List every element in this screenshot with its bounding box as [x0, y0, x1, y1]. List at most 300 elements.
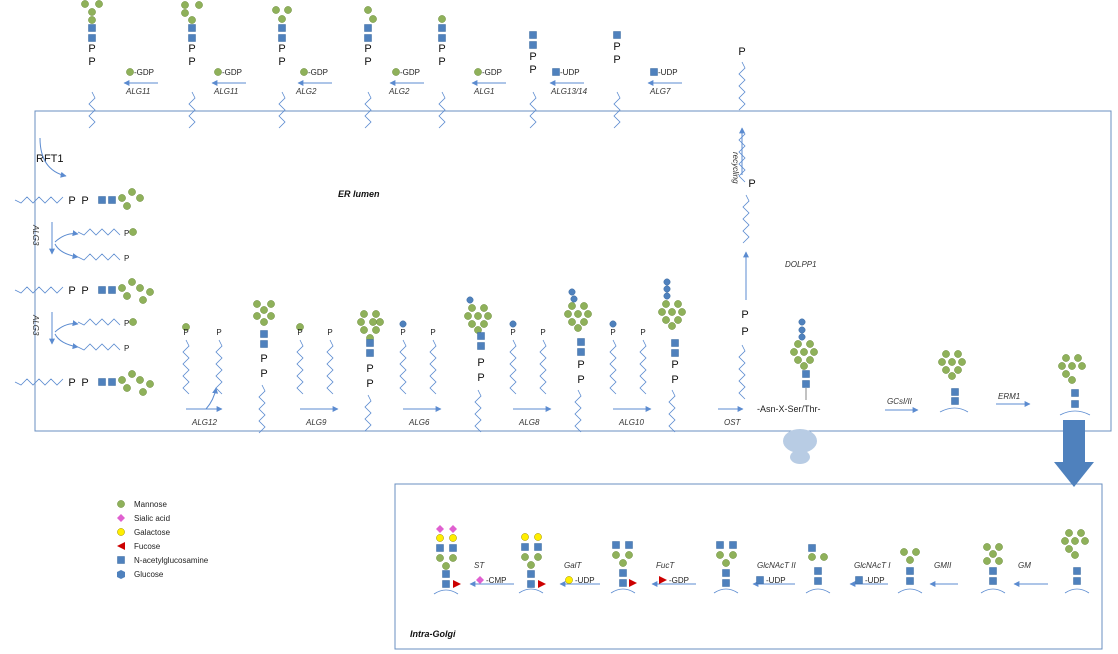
dolichol-chain	[297, 340, 303, 394]
glcnac-icon	[89, 25, 96, 32]
glcnac-icon	[803, 371, 810, 378]
galactose-icon	[449, 534, 456, 541]
mannose-icon	[253, 300, 260, 307]
glcnac-icon	[535, 544, 542, 551]
phosphate-label: P	[88, 43, 96, 55]
mannose-icon	[136, 194, 143, 201]
enzyme-label: ALG2	[296, 87, 317, 96]
mannose-icon	[794, 356, 801, 363]
glcnac-icon	[626, 542, 633, 549]
glcnac-icon	[620, 580, 627, 587]
protein-backbone	[519, 589, 543, 593]
glcnac-icon	[672, 350, 679, 357]
dolichol-chain	[669, 390, 675, 432]
mannose-icon	[668, 308, 675, 315]
mannose-icon	[139, 296, 146, 303]
glcnac-icon	[530, 32, 537, 39]
mannose-icon	[1071, 537, 1078, 544]
mannose-icon	[1058, 362, 1065, 369]
phosphate-label: P	[188, 56, 196, 68]
enzyme-label: ALG10	[619, 418, 644, 427]
dolpp1-label: DOLPP1	[785, 260, 817, 269]
glucose-icon	[571, 296, 577, 302]
glucose-icon	[467, 297, 473, 303]
sialic-acid-icon	[117, 514, 125, 522]
enzyme-label: ST	[474, 561, 485, 570]
reaction-arrow	[55, 234, 78, 242]
glcnac-icon	[856, 577, 863, 584]
glucose-icon	[664, 286, 670, 292]
fucose-icon	[659, 576, 667, 584]
sialic-acid-icon	[436, 525, 444, 533]
fucose-icon	[453, 580, 461, 588]
mannose-icon	[995, 557, 1002, 564]
rft1-label: RFT1	[36, 153, 64, 165]
reaction-arrow	[55, 244, 78, 257]
mannose-icon	[580, 302, 587, 309]
dolichol-chain-top	[530, 92, 536, 128]
donor-label: -GDP	[222, 68, 242, 77]
dolichol-chain-left	[78, 254, 120, 260]
glcnac-icon	[279, 35, 286, 42]
glcnac-icon	[1072, 390, 1079, 397]
protein-backbone	[898, 589, 922, 593]
mannose-icon	[272, 6, 279, 13]
dolichol-chain	[575, 390, 581, 432]
mannose-icon	[625, 551, 632, 558]
glcnac-icon	[815, 568, 822, 575]
mannose-icon	[360, 310, 367, 317]
dolichol-chain	[259, 385, 265, 433]
mannose-icon	[392, 68, 399, 75]
glcnac-icon	[723, 570, 730, 577]
protein-backbone	[1065, 589, 1089, 593]
fucose-icon	[117, 542, 125, 550]
phosphate-label: P	[124, 344, 130, 353]
mannose-icon	[118, 284, 125, 291]
glcnac-icon	[99, 379, 106, 386]
dolichol-chain	[540, 340, 546, 394]
dolichol-chain-top	[614, 92, 620, 128]
protein-backbone	[1060, 411, 1090, 415]
phosphate-label: P	[529, 51, 537, 63]
mannose-icon	[674, 316, 681, 323]
dolichol-chain-top	[365, 92, 371, 128]
er-to-golgi-arrow	[1054, 420, 1094, 487]
phosphate-label: P	[216, 328, 222, 337]
dolichol-chain	[739, 345, 745, 399]
mannose-icon	[1062, 370, 1069, 377]
phosphate-label: P	[510, 328, 516, 337]
mannose-icon	[619, 559, 626, 566]
phosphate-label: P	[610, 328, 616, 337]
dolichol-chain-top	[439, 92, 445, 128]
glcnac-icon	[261, 341, 268, 348]
galactose-icon	[521, 533, 528, 540]
protein-backbone	[714, 589, 738, 593]
mannose-icon	[474, 312, 481, 319]
enzyme-label: ALG13/14	[551, 87, 588, 96]
mannose-icon	[820, 553, 827, 560]
phosphate-label: P	[81, 285, 89, 297]
dolichol-chain-left	[15, 379, 63, 385]
enzyme-label: ALG2	[389, 87, 410, 96]
mannose-icon	[480, 320, 487, 327]
mannose-icon	[1078, 362, 1085, 369]
mannose-icon	[948, 372, 955, 379]
mannose-icon	[464, 312, 471, 319]
glcnac-icon	[109, 197, 116, 204]
mannose-icon	[1065, 529, 1072, 536]
enzyme-label: GlcNAcT II	[757, 561, 796, 570]
glcnac-icon	[757, 577, 764, 584]
glcnac-icon	[907, 568, 914, 575]
mannose-icon	[668, 322, 675, 329]
enzyme-label: ALG8	[519, 418, 540, 427]
phosphate-label: P	[577, 359, 585, 371]
phosphate-label: P	[529, 64, 537, 76]
phosphate-label: P	[364, 56, 372, 68]
sialic-acid-icon	[449, 525, 457, 533]
mannose-icon	[214, 68, 221, 75]
mannose-icon	[521, 553, 528, 560]
glcnac-icon	[803, 381, 810, 388]
glcnac-icon	[89, 35, 96, 42]
phosphate-label: P	[366, 363, 374, 375]
glcnac-icon	[109, 287, 116, 294]
fucose-icon	[538, 580, 546, 588]
phosphate-label: P	[613, 54, 621, 66]
glcnac-icon	[1074, 568, 1081, 575]
phosphate-label: P	[188, 43, 196, 55]
protein-backbone	[611, 589, 635, 593]
mannose-icon	[912, 548, 919, 555]
mannose-icon	[284, 6, 291, 13]
golgi-box	[395, 484, 1102, 649]
glucose-icon	[117, 570, 125, 579]
phosphate-label: P	[68, 195, 76, 207]
mannose-icon	[678, 308, 685, 315]
mannose-icon	[360, 326, 367, 333]
donor-label: -GDP	[134, 68, 154, 77]
mannose-icon	[1068, 362, 1075, 369]
mannose-icon	[436, 554, 443, 561]
mannose-icon	[81, 0, 88, 7]
alg3-label-2: ALG3	[31, 315, 40, 336]
donor-label: -GDP	[669, 576, 689, 585]
glucose-icon	[400, 321, 406, 327]
phosphate-label: P	[540, 328, 546, 337]
mannose-icon	[128, 370, 135, 377]
glcnac-icon	[443, 571, 450, 578]
mannose-icon	[260, 306, 267, 313]
mannose-icon	[188, 16, 195, 23]
mannose-icon	[729, 551, 736, 558]
dolichol-chain-left	[78, 344, 120, 350]
mannose-icon	[1061, 537, 1068, 544]
mannose-icon	[806, 340, 813, 347]
phosphate-label: P	[438, 43, 446, 55]
mannose-icon	[136, 376, 143, 383]
phosphate-label: P	[278, 43, 286, 55]
donor-label: -UDP	[766, 576, 786, 585]
mannose-icon	[794, 340, 801, 347]
phosphate-label: P	[124, 229, 130, 238]
glcnac-icon	[578, 339, 585, 346]
legend-glucose: Glucose	[134, 570, 164, 579]
dolichol-chain-left	[78, 319, 120, 325]
dolichol-chain-top	[739, 62, 745, 110]
glcnac-icon	[261, 331, 268, 338]
dolichol-chain	[610, 340, 616, 394]
phosphate-label: P	[613, 41, 621, 53]
mannose-icon	[449, 554, 456, 561]
enzyme-label: GlcNAcT I	[854, 561, 891, 570]
donor-label: -UDP	[658, 68, 678, 77]
dolichol-chain-top	[189, 92, 195, 128]
glcnac-icon	[450, 545, 457, 552]
sialic-acid-icon	[476, 576, 484, 584]
protein-backbone	[981, 589, 1005, 593]
mannose-icon	[369, 318, 376, 325]
enzyme-label: ALG7	[650, 87, 671, 96]
phosphate-label: P	[366, 378, 374, 390]
mannose-icon	[662, 316, 669, 323]
mannose-icon	[468, 320, 475, 327]
dolichol-chain-left	[15, 197, 63, 203]
mannose-icon	[146, 380, 153, 387]
glucose-icon	[569, 289, 575, 295]
mannose-icon	[800, 362, 807, 369]
mannose-icon	[806, 356, 813, 363]
glcnac-icon	[478, 333, 485, 340]
glcnac-icon	[109, 379, 116, 386]
glycan-structures	[15, 0, 1090, 594]
glcnac-icon	[815, 578, 822, 585]
glcnac-icon	[613, 542, 620, 549]
mannose-icon	[181, 9, 188, 16]
mannose-icon	[662, 300, 669, 307]
legend-galactose: Galactose	[134, 528, 171, 537]
glucose-icon	[510, 321, 516, 327]
mannose-icon	[300, 68, 307, 75]
mannose-icon	[948, 358, 955, 365]
galactose-icon	[565, 576, 572, 583]
mannose-icon	[128, 278, 135, 285]
dolichol-chain	[430, 340, 436, 394]
glcnac-icon	[723, 580, 730, 587]
donor-label: -GDP	[308, 68, 328, 77]
mannose-icon	[88, 16, 95, 23]
enzyme-label: ALG1	[474, 87, 495, 96]
mannose-icon	[954, 350, 961, 357]
phosphate-label: P	[430, 328, 436, 337]
phosphate-label: P	[260, 353, 268, 365]
mannose-icon	[357, 318, 364, 325]
mannose-icon	[376, 318, 383, 325]
donor-label: -UDP	[865, 576, 885, 585]
legend-fucose: Fucose	[134, 542, 161, 551]
mannose-icon	[954, 366, 961, 373]
mannose-icon	[139, 388, 146, 395]
glcnac-icon	[528, 581, 535, 588]
glcnac-icon	[365, 25, 372, 32]
glucose-icon	[799, 327, 805, 333]
legend	[134, 500, 209, 579]
enzyme-label: ALG11	[126, 87, 151, 96]
glcnac-icon	[578, 349, 585, 356]
mannose-icon	[267, 312, 274, 319]
phosphate-label: P	[738, 46, 746, 58]
enzyme-label: ALG9	[306, 418, 327, 427]
mannose-icon	[983, 557, 990, 564]
glcnac-icon	[809, 545, 816, 552]
mannose-icon	[474, 68, 481, 75]
phosphate-label: P	[741, 309, 749, 321]
glucose-icon	[664, 293, 670, 299]
mannose-icon	[1077, 529, 1084, 536]
golgi-title: Intra-Golgi	[410, 629, 456, 639]
glcnac-icon	[439, 35, 446, 42]
alg3-label-1: ALG3	[31, 225, 40, 246]
mannose-icon	[129, 228, 136, 235]
glcnac-icon	[952, 389, 959, 396]
recycling-label: recycling	[731, 152, 740, 184]
glcnac-icon	[279, 25, 286, 32]
mannose-icon	[564, 310, 571, 317]
dolichol-chain	[640, 340, 646, 394]
glcnac-icon	[437, 545, 444, 552]
dolichol-chain	[183, 340, 189, 394]
mannose-icon	[527, 561, 534, 568]
donor-label: -CMP	[486, 576, 507, 585]
donor-label: -GDP	[400, 68, 420, 77]
reaction-arrow	[55, 334, 78, 347]
mannose-icon	[958, 358, 965, 365]
mannose-icon	[88, 8, 95, 15]
glcnac-icon	[553, 69, 560, 76]
mannose-icon	[123, 292, 130, 299]
mannose-icon	[267, 300, 274, 307]
glcnac-icon	[367, 340, 374, 347]
mannose-icon	[129, 318, 136, 325]
reaction-arrow	[206, 388, 216, 409]
mannose-icon	[1068, 376, 1075, 383]
mannose-icon	[568, 318, 575, 325]
glucose-icon	[664, 279, 670, 285]
glcnac-icon	[365, 35, 372, 42]
mannose-icon	[1065, 545, 1072, 552]
donor-label: -UDP	[560, 68, 580, 77]
phosphate-label: P	[400, 328, 406, 337]
phosphate-label: P	[477, 372, 485, 384]
mannose-icon	[810, 348, 817, 355]
protein-backbone	[940, 408, 968, 412]
protein-backbone	[434, 590, 458, 594]
glucose-icon	[610, 321, 616, 327]
glcnac-icon	[620, 570, 627, 577]
phosphate-label: P	[438, 56, 446, 68]
mannose-icon	[790, 348, 797, 355]
phosphate-label: P	[124, 254, 130, 263]
glcnac-icon	[1072, 401, 1079, 408]
enzyme-label: FucT	[656, 561, 675, 570]
phosphate-label: P	[88, 56, 96, 68]
dolichol-chain	[400, 340, 406, 394]
mannose-icon	[253, 312, 260, 319]
mannose-icon	[364, 6, 371, 13]
glcnac-icon	[99, 197, 106, 204]
dolichol-chain	[216, 340, 222, 394]
mannose-icon	[534, 553, 541, 560]
mannose-icon	[568, 302, 575, 309]
mannose-icon	[123, 202, 130, 209]
gcs-label: GCsI/II	[887, 397, 912, 406]
mannose-icon	[584, 310, 591, 317]
mannose-icon	[372, 310, 379, 317]
glcnac-icon	[443, 581, 450, 588]
glucose-icon	[799, 319, 805, 325]
mannose-icon	[369, 15, 376, 22]
er-membrane-box	[35, 111, 1111, 431]
enzyme-label: GM	[1018, 561, 1031, 570]
mannose-icon	[574, 324, 581, 331]
mannose-icon	[674, 300, 681, 307]
glcnac-icon	[952, 398, 959, 405]
enzyme-label: ALG12	[192, 418, 217, 427]
glcnac-icon	[672, 340, 679, 347]
legend-glcnac: N-acetylglucosamine	[134, 556, 209, 565]
dolichol-chain-top	[89, 92, 95, 128]
mannose-icon	[983, 543, 990, 550]
mannose-icon	[1071, 551, 1078, 558]
mannose-icon	[195, 1, 202, 8]
enzyme-label: ALG11	[214, 87, 239, 96]
glcnac-icon	[614, 32, 621, 39]
donor-label: -UDP	[575, 576, 595, 585]
mannose-icon	[995, 543, 1002, 550]
glcnac-icon	[530, 42, 537, 49]
glcnac-icon	[478, 343, 485, 350]
mannose-icon	[480, 304, 487, 311]
er-lumen-label: ER lumen	[338, 189, 380, 199]
mannose-icon	[942, 366, 949, 373]
dolichol-chain-left	[78, 229, 120, 235]
phosphate-label: P	[741, 326, 749, 338]
dolichol-chain	[510, 340, 516, 394]
enzyme-label: ALG6	[409, 418, 430, 427]
mannose-icon	[118, 376, 125, 383]
glcnac-icon	[990, 578, 997, 585]
mannose-icon	[906, 556, 913, 563]
mannose-icon	[278, 15, 285, 22]
mannose-icon	[484, 312, 491, 319]
glcnac-icon	[439, 25, 446, 32]
protein-motif: -Asn-X-Ser/Thr-	[757, 404, 821, 414]
mannose-icon	[900, 548, 907, 555]
mannose-icon	[118, 194, 125, 201]
mannose-icon	[989, 550, 996, 557]
dolichol-chain	[475, 390, 481, 432]
phosphate-label: P	[327, 328, 333, 337]
phosphate-label: P	[183, 328, 189, 337]
glcnac-icon	[907, 578, 914, 585]
mannose-icon	[117, 500, 124, 507]
glcnac-icon	[651, 69, 658, 76]
mannose-icon	[260, 318, 267, 325]
legend-mannose: Mannose	[134, 500, 167, 509]
mannose-icon	[438, 15, 445, 22]
